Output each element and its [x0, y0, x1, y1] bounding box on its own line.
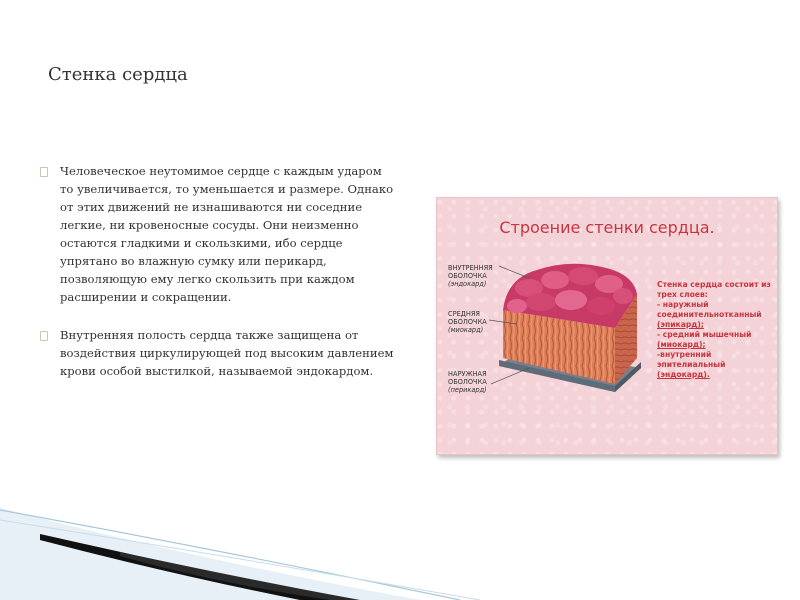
- figure-title: Строение стенки сердца.: [499, 218, 715, 237]
- bullet-item: [38, 326, 398, 380]
- bullet-item: [38, 162, 398, 306]
- bullet-marker-icon: [40, 331, 48, 341]
- label-outer-layer: НАРУЖНАЯ ОБОЛОЧКА (перикард): [448, 370, 487, 394]
- decorative-swoosh: [0, 490, 800, 600]
- layers-description: Стенка сердца состоит из трех слоев: - наружный соединительнотканный (эпикард); - средний мышечный (миокард); -внутренний эпителиальный (эндокард).: [657, 280, 771, 379]
- label-middle-layer: СРЕДНЯЯ ОБОЛОЧКА (миокард): [448, 310, 487, 334]
- bullet-list: [38, 162, 398, 400]
- slide-title: Стенка сердца: [48, 64, 188, 85]
- bullet-marker-icon: [40, 167, 48, 177]
- heart-wall-figure: [436, 197, 778, 455]
- label-inner-layer: ВНУТРЕННЯЯ ОБОЛОЧКА (эндокард): [448, 264, 493, 288]
- bullet-text: Человеческое неутомимое сердце с каждым ударом то увеличивается, то уменьшается и размере. Однако от этих движений не изнашиваются ни соседние легкие, ни кровеносные сосуды. Они неизменно остаются гладкими и скользкими, ибо сердце упрятано во влажную сумку или перикард, позволяющую ему легко скользить при каждом расширении и сокращении.: [60, 164, 394, 304]
- bullet-text: Внутренняя полость сердца также защищена от воздействия циркулирующей под высоким давлением крови особой выстилкой, называемой эндокардом.: [60, 328, 394, 378]
